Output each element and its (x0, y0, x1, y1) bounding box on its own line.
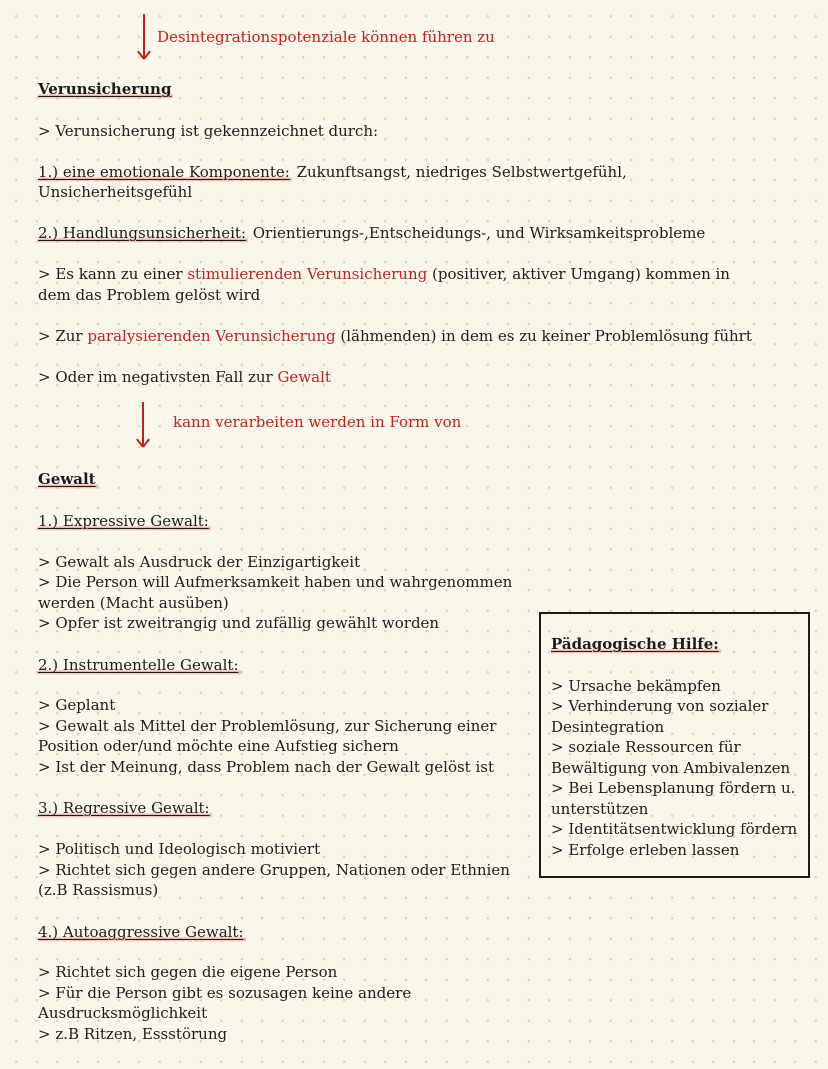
expressive-line: > Gewalt als Ausdruck der Einzigartigkeit (38, 553, 361, 571)
stimulierende-verunsicherung-line: > Es kann zu einer stimulierenden Verunsicherung (positiver, aktiver Umgang) kommen in (38, 265, 730, 283)
regressive-line: > Politisch und Ideologisch motiviert (38, 840, 321, 858)
hilfe-line: unterstützen (551, 800, 649, 818)
expressive-line: > Die Person will Aufmerksamkeit haben und wahrgenommen (38, 573, 513, 591)
verunsicherung-point-1-cont: Unsicherheitsgefühl (38, 183, 193, 201)
point-1-text: Zukunftsangst, niedriges Selbstwertgefühl, (291, 163, 627, 181)
autoaggressive-line: > Für die Person gibt es sozusagen keine andere (38, 984, 412, 1002)
expressive-line: > Opfer ist zweitrangig und zufällig gewählt worden (38, 614, 440, 632)
hilfe-line: > soziale Ressourcen für (551, 738, 741, 756)
hilfe-line: > Ursache bekämpfen (551, 677, 721, 695)
section-title-verunsicherung: Verunsicherung (38, 80, 172, 98)
instrumentelle-line: > Gewalt als Mittel der Problemlösung, zur Sicherung einer (38, 717, 497, 735)
point-2-label: 2.) Handlungsunsicherheit: (38, 224, 246, 242)
instrumentelle-line: > Geplant (38, 696, 116, 714)
hilfe-line: > Bei Lebensplanung fördern u. (551, 779, 796, 797)
hilfe-line: Desintegration (551, 718, 665, 736)
hilfe-line: > Erfolge erleben lassen (551, 841, 740, 859)
hilfe-line: > Verhinderung von sozialer (551, 697, 769, 715)
paralysierende-verunsicherung-line: > Zur paralysierenden Verunsicherung (lähmenden) in dem es zu keiner Problemlösung führt (38, 327, 752, 345)
heading-expressive-gewalt: 1.) Expressive Gewalt: (38, 512, 209, 530)
instrumentelle-line: > Ist der Meinung, dass Problem nach der Gewalt gelöst ist (38, 758, 495, 776)
heading-instrumentelle-gewalt: 2.) Instrumentelle Gewalt: (38, 656, 239, 674)
verunsicherung-point-1 (38, 162, 627, 183)
arrow-label-desintegration: Desintegrationspotenziale können führen zu (157, 28, 495, 46)
down-arrow-icon (137, 14, 151, 60)
stimulierende-term: stimulierenden Verunsicherung (187, 265, 428, 283)
down-arrow-icon (136, 402, 150, 448)
arrow-label-verarbeiten: kann verarbeiten werden in Form von (173, 413, 462, 431)
section-title-gewalt: Gewalt (38, 470, 96, 488)
gewalt-outcome-line: > Oder im negativsten Fall zur Gewalt (38, 368, 331, 386)
autoaggressive-line: > z.B Ritzen, Essstörung (38, 1025, 228, 1043)
verunsicherung-point-2 (38, 223, 705, 244)
paralysierende-term: paralysierenden Verunsicherung (87, 327, 336, 345)
stimulierende-verunsicherung-line-2: dem das Problem gelöst wird (38, 286, 261, 304)
hilfe-title: Pädagogische Hilfe: (551, 635, 719, 653)
regressive-line: > Richtet sich gegen andere Gruppen, Nationen oder Ethnien (38, 861, 510, 879)
hilfe-line: Bewältigung von Ambivalenzen (551, 759, 791, 777)
regressive-line: (z.B Rassismus) (38, 881, 159, 899)
autoaggressive-line: Ausdrucksmöglichkeit (38, 1004, 208, 1022)
autoaggressive-line: > Richtet sich gegen die eigene Person (38, 963, 338, 981)
hilfe-line: > Identitätsentwicklung fördern (551, 820, 798, 838)
gewalt-term: Gewalt (277, 368, 331, 386)
paedagogische-hilfe-box (539, 612, 810, 878)
instrumentelle-line: Position oder/und möchte eine Aufstieg sichern (38, 737, 399, 755)
expressive-line: werden (Macht ausüben) (38, 594, 229, 612)
point-1-label: 1.) eine emotionale Komponente: (38, 163, 290, 181)
heading-regressive-gewalt: 3.) Regressive Gewalt: (38, 799, 210, 817)
heading-autoaggressive-gewalt: 4.) Autoaggressive Gewalt: (38, 923, 244, 941)
point-2-text: Orientierungs-,Entscheidungs-, und Wirksamkeitsprobleme (247, 224, 706, 242)
verunsicherung-intro: > Verunsicherung ist gekennzeichnet durch: (38, 122, 379, 140)
